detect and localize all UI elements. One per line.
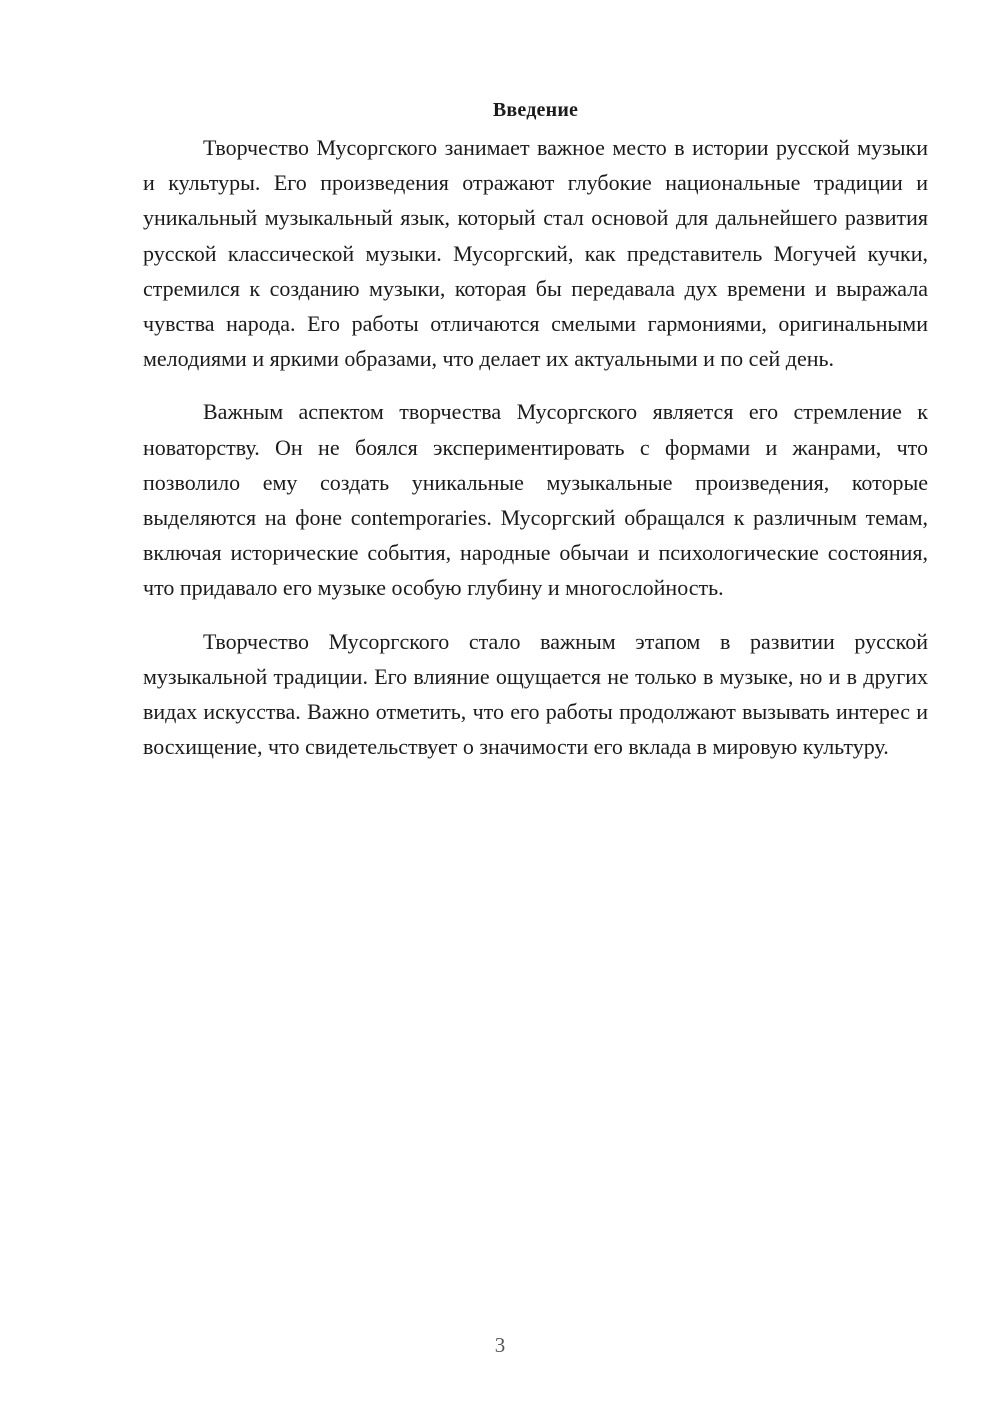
paragraph-1: Творчество Мусоргского занимает важное место в истории русской музыки и культуры. Его произведения отражают глубокие национальные традиции и уникальный музыкальный язык, который стал основой для дальнейшего развития русской классической музыки. Мусоргский, как представитель Могучей кучки, стремился к созданию музыки, которая бы передавала дух времени и выражала чувства народа. Его работы отличаются смелыми гармониями, оригинальными мелодиями и яркими образами, что делает их актуальными и по сей день. — [143, 135, 928, 372]
paragraph-3: Творчество Мусоргского стало важным этапом в развитии русской музыкальной традиции. Его влияние ощущается не только в музыке, но и в других видах искусства. Важно отметить, что его работы продолжают вызывать интерес и восхищение, что свидетельствует о значимости его вклада в мировую культуру. — [143, 628, 928, 760]
paragraph-2: Важным аспектом творчества Мусоргского является его стремление к новаторству. Он не боялся экспериментировать с формами и жанрами, что позволило ему создать уникальные музыкальные произведения, которые выделяются на фоне contemporaries. Мусоргский обращался к различным темам, включая исторические события, народные обычаи и психологические состояния, что придавало его музыке особую глубину и многослойность. — [143, 399, 928, 601]
page-content — [143, 93, 928, 782]
page-number: 3 — [494, 1333, 506, 1357]
section-title: Введение — [492, 99, 579, 121]
